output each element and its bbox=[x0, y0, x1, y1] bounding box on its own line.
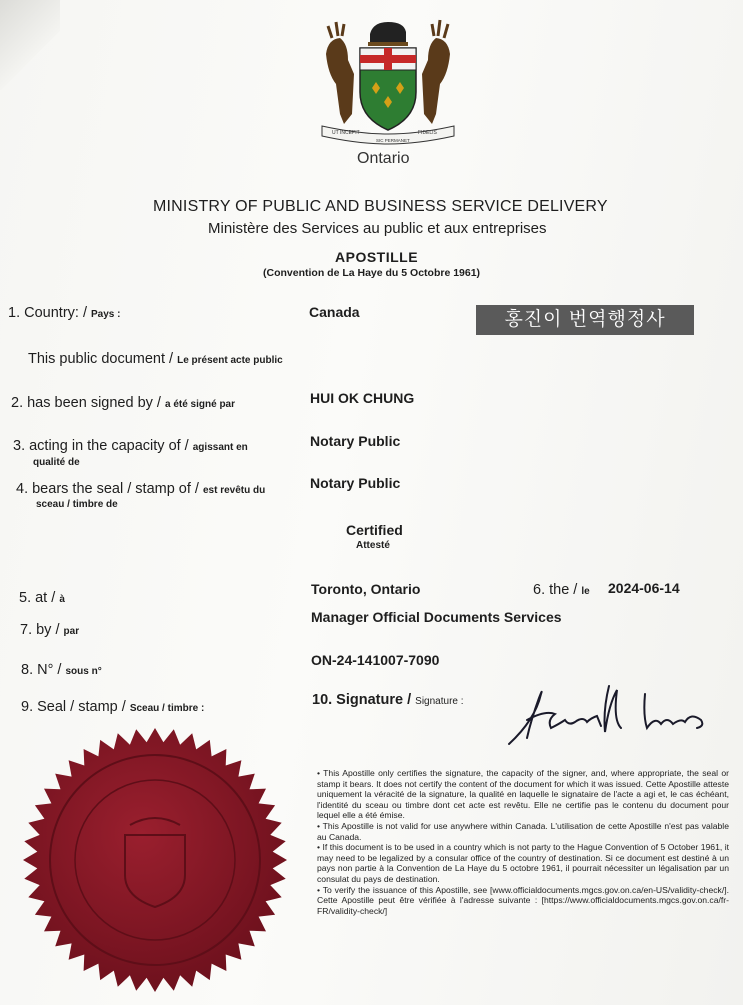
field-by-label: 7. by / par bbox=[20, 622, 80, 638]
ontario-coat-of-arms-icon bbox=[318, 14, 458, 164]
certified-value: Certified bbox=[346, 522, 403, 538]
motto-center: SIC PERMANET bbox=[376, 138, 410, 143]
field-at-label: 5. at / à bbox=[19, 590, 65, 606]
convention-subtitle: (Convention de La Haye du 5 Octobre 1961) bbox=[263, 267, 481, 279]
document-title: APOSTILLE bbox=[335, 249, 419, 265]
apostille-notes bbox=[317, 768, 729, 916]
note-paragraph: • To verify the issuance of this Apostille, see [www.officialdocuments.mgcs.gov.on.ca/en-US/validity-check/]. Cette Apostille peut être vérifiée à l'adresse suivante : [https://www.officialdocuments.mgcs.gov.on.ca/fr-FR/validity-check/] bbox=[317, 884, 729, 916]
field-seal-of-value: Notary Public bbox=[310, 475, 401, 491]
field-signature-label: 10. Signature / Signature : bbox=[312, 692, 464, 708]
ministry-title-en: MINISTRY OF PUBLIC AND BUSINESS SERVICE DELIVERY bbox=[153, 198, 608, 215]
field-date-value: 2024-06-14 bbox=[608, 580, 680, 596]
certified-value-fr: Attesté bbox=[356, 540, 390, 551]
field-number-label: 8. N° / sous n° bbox=[21, 662, 102, 678]
field-seal-stamp-label: 9. Seal / stamp / Sceau / timbre : bbox=[21, 699, 205, 715]
ministry-title-fr: Ministère des Services au public et aux entreprises bbox=[208, 220, 547, 237]
field-capacity-value: Notary Public bbox=[310, 433, 401, 449]
red-wax-seal bbox=[20, 725, 290, 995]
handwritten-signature bbox=[505, 680, 720, 750]
province-name: Ontario bbox=[357, 150, 410, 167]
field-capacity-label-fr2: qualité de bbox=[33, 457, 80, 468]
field-signed-by-value: HUI OK CHUNG bbox=[310, 390, 415, 406]
motto-right: FIDELIS bbox=[418, 130, 437, 136]
translator-badge: 홍진이 번역행정사 bbox=[476, 305, 694, 335]
field-date-label: 6. the / le bbox=[533, 582, 590, 598]
field-seal-of-label-fr2: sceau / timbre de bbox=[36, 499, 118, 510]
field-number-value: ON-24-141007-7090 bbox=[311, 652, 440, 668]
field-public-document-label: This public document / Le présent acte public bbox=[28, 351, 283, 367]
field-seal-of-label: 4. bears the seal / stamp of / est revêtu du bbox=[16, 481, 266, 497]
field-by-value: Manager Official Documents Services bbox=[311, 609, 562, 625]
note-paragraph: • This Apostille is not valid for use anywhere within Canada. L'utilisation de cette Apostille n'est pas valable au Canada. bbox=[317, 820, 729, 842]
page-fold bbox=[0, 0, 60, 90]
note-paragraph: • If this document is to be used in a country which is not party to the Hague Convention of 5 October 1961, it may need to be legalized by a consular office of the country of destination. Si ce document est destiné à un pays non partie à la Convention de La Haye du 5 octobre 1961, il pourrait nécessiter un légalisation par un consulat du pays de destination. bbox=[317, 842, 729, 884]
field-country-value: Canada bbox=[309, 304, 360, 320]
field-capacity-label: 3. acting in the capacity of / agissant en bbox=[13, 438, 248, 454]
note-paragraph: • This Apostille only certifies the signature, the capacity of the signer, and, where appropriate, the seal or stamp it bears. It does not certify the content of the document for which it was issued. Cette Apostille atteste uniquement la véracité de la signature, la qualité en laquelle le signataire de l'acte a agi et, le cas échéant, l'identité du sceau ou timbre dont cet acte est revêtu. Elle ne certifie pas le contenu du document pour lequel elle a été émise. bbox=[317, 768, 729, 821]
field-country-label: 1. Country: / Pays : bbox=[8, 305, 121, 321]
field-signed-by-label: 2. has been signed by / a été signé par bbox=[11, 395, 236, 411]
motto-left: UT INCEPIT bbox=[332, 130, 360, 136]
field-at-value: Toronto, Ontario bbox=[311, 581, 421, 597]
